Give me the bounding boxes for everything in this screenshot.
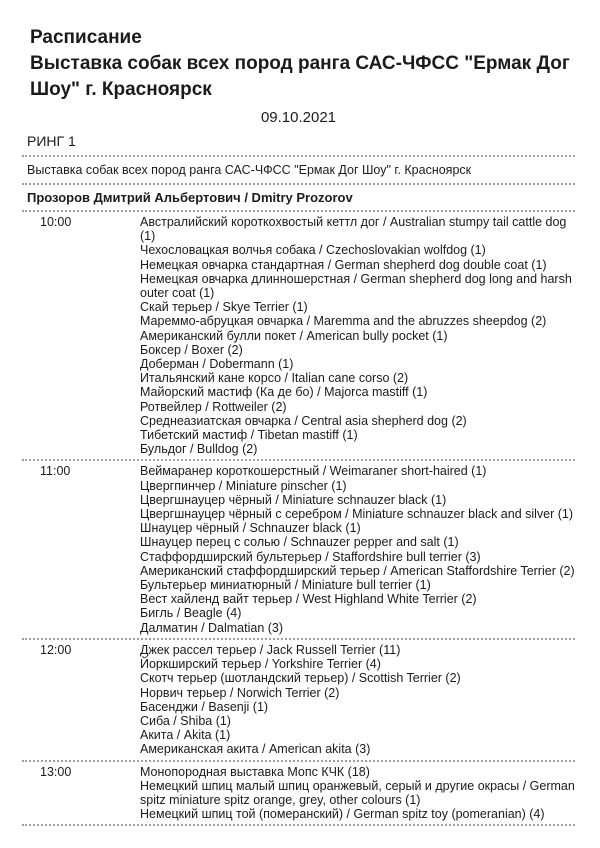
schedule-slot: [22, 762, 575, 825]
breed-item: Шнауцер перец с солью / Schnauzer pepper and salt (1): [140, 535, 459, 550]
breed-list: [140, 215, 575, 456]
breed-item: Майорский мастиф (Ка де бо) / Majorca mastiff (1): [140, 385, 428, 400]
judge-name: Прозоров Дмитрий Альбертович / Dmitry Prozorov: [27, 190, 353, 205]
breed-item: Вест хайленд вайт терьер / West Highland White Terrier (2): [140, 592, 477, 607]
breed-item: Шнауцер чёрный / Schnauzer black (1): [140, 521, 361, 536]
breed-item: Басенджи / Basenji (1): [140, 699, 269, 714]
breed-item: Цвергпинчер / Miniature pinscher (1): [140, 478, 347, 493]
title-heading: Расписание: [30, 27, 142, 48]
breed-item: Немецкий шпиц той (померанский) / German spitz toy (pomeranian) (4): [140, 807, 545, 822]
ring-label: РИНГ 1: [27, 133, 76, 149]
breed-item: Немецкий шпиц малый шпиц оранжевый, серый и другие окрасы / German spitz miniature spitz orange, grey, other colours (1): [140, 778, 575, 807]
breed-item: Ротвейлер / Rottweiler (2): [140, 399, 287, 414]
breed-item: Американский булли покет / American bully pocket (1): [140, 328, 448, 343]
breed-item: Чехословацкая волчья собака / Czechoslovakian wolfdog (1): [140, 243, 486, 258]
breed-item: Норвич терьер / Norwich Terrier (2): [140, 685, 340, 700]
event-date: 09.10.2021: [260, 109, 337, 126]
breed-item: Боксер / Boxer (2): [140, 342, 243, 357]
breed-item: Итальянский кане корсо / Italian cane corso (2): [140, 371, 409, 386]
time-label: 13:00: [40, 764, 72, 779]
time-label: 11:00: [40, 464, 71, 479]
breed-item: Скотч терьер (шотландский терьер) / Scottish Terrier (2): [140, 671, 461, 686]
breed-item: Цвергшнауцер чёрный с серебром / Miniature schnauzer black and silver (1): [140, 507, 574, 522]
breed-item: Мареммо-абруцкая овчарка / Maremma and the abruzzes sheepdog (2): [140, 314, 547, 329]
schedule-slot: [22, 640, 575, 760]
breed-item: Далматин / Dalmatian (3): [140, 620, 284, 635]
breed-item: Тибетский мастиф / Tibetan mastiff (1): [140, 428, 358, 443]
breed-item: Бультерьер миниатюрный / Miniature bull terrier (1): [140, 578, 431, 593]
breed-item: Доберман / Dobermann (1): [140, 357, 294, 372]
breed-item: Австралийский короткохвостый кеттл дог / Australian stumpy tail cattle dog (1): [140, 215, 567, 244]
breed-list: [140, 464, 575, 634]
schedule-slot: [22, 461, 575, 637]
document-title: [30, 25, 575, 103]
breed-item: Немецкая овчарка длинношерстная / German shepherd dog long and harsh outer coat (1): [140, 271, 572, 301]
title-show-name: Выставка собак всех пород ранга САС-ЧФСС "Ермак Дог Шоу" г. Красноярск: [30, 53, 570, 100]
breed-item: Цвергшнауцер чёрный / Miniature schnauzer black (1): [140, 492, 447, 507]
breed-item: Бигль / Beagle (4): [140, 606, 242, 621]
breed-item: Бульдог / Bulldog (2): [140, 442, 258, 457]
breed-list: [140, 765, 575, 822]
breed-item: Джек рассел терьер / Jack Russell Terrier (11): [140, 642, 401, 657]
breed-item: Стаффордширский бультерьер / Staffordshire bull terrier (3): [140, 549, 481, 564]
divider: [22, 824, 575, 826]
breed-item: Акита / Akita (1): [140, 728, 231, 743]
breed-item: Монопородная выставка Мопс КЧК (18): [140, 764, 370, 779]
schedule-slot: [22, 212, 575, 459]
breed-item: Американский стаффордширский терьер / American Staffordshire Terrier (2): [140, 563, 575, 578]
breed-item: Американская акита / American akita (3): [140, 742, 371, 757]
breed-item: Немецкая овчарка стандартная / German shepherd dog double coat (1): [140, 257, 547, 272]
breed-item: Скай терьер / Skye Terrier (1): [140, 300, 308, 315]
breed-item: Среднеазиатская овчарка / Central asia shepherd dog (2): [140, 413, 467, 428]
breed-item: Веймаранер короткошерстный / Weimaraner short-haired (1): [140, 464, 487, 479]
time-label: 12:00: [40, 642, 72, 657]
show-name: Выставка собак всех пород ранга САС-ЧФСС "Ермак Дог Шоу" г. Красноярск: [27, 163, 472, 177]
breed-item: Сиба / Shiba (1): [140, 713, 231, 728]
time-label: 10:00: [40, 215, 72, 229]
schedule-list: [22, 212, 575, 826]
breed-list: [140, 643, 575, 757]
breed-item: Йоркширский терьер / Yorkshire Terrier (4): [140, 657, 381, 672]
